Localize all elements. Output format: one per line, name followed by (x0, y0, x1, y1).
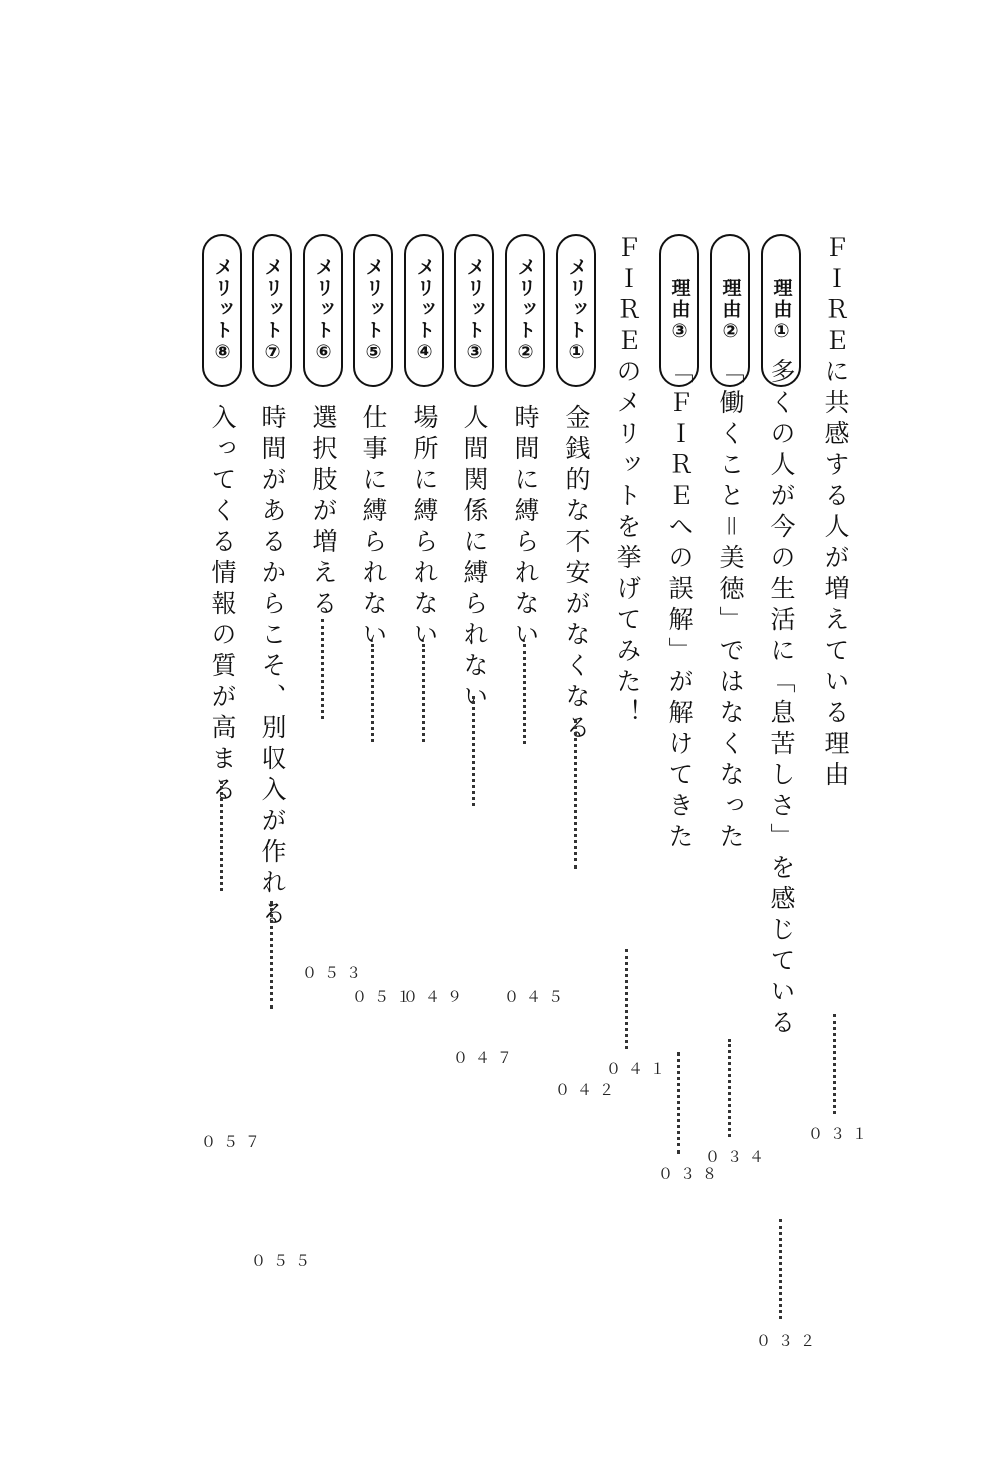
merit-badge: メリット⑧ (202, 234, 242, 387)
dot-leader (270, 901, 273, 1009)
page-number: ０４２ (555, 1081, 622, 1099)
merit-badge: メリット⑤ (353, 234, 393, 387)
page-number: ０４１ (606, 1060, 673, 1078)
entry-title: 時間があるからこそ、別収入が作れる (258, 404, 287, 931)
page-number: ０３１ (808, 1125, 875, 1143)
dot-leader (677, 1052, 680, 1154)
entry-title: 選択肢が増える (309, 404, 338, 621)
page-number: ０５１ (352, 988, 419, 1006)
page-number: ０３２ (756, 1332, 823, 1350)
dot-leader (523, 644, 526, 744)
dot-leader (728, 1039, 731, 1137)
page-number: ０３８ (658, 1165, 725, 1183)
dot-leader (625, 949, 628, 1049)
merit-badge: メリット④ (404, 234, 444, 387)
dot-leader (472, 696, 475, 806)
dot-leader (574, 719, 577, 869)
page-number: ０５３ (302, 964, 369, 982)
page-number: ０４９ (403, 988, 470, 1006)
entry-title: 場所に縛られない (410, 404, 439, 652)
entry-title: 時間に縛られない (511, 404, 540, 652)
reason-badge: 理由② (710, 234, 750, 387)
dot-leader (321, 619, 324, 719)
reason-badge: 理由① (761, 234, 801, 387)
section-heading: ＦＩＲＥに共感する人が増えている理由 (821, 234, 850, 792)
merit-badge: メリット⑥ (303, 234, 343, 387)
entry-title: 「ＦＩＲＥへの誤解」が解けてきた (665, 358, 694, 854)
entry-title: 金銭的な不安がなくなる (562, 404, 591, 745)
merit-badge: メリット② (505, 234, 545, 387)
dot-leader (371, 644, 374, 742)
entry-title: 入ってくる情報の質が高まる (208, 404, 237, 807)
section-heading: ＦＩＲＥのメリットを挙げてみた！ (613, 234, 642, 730)
entry-title: 「働くこと＝美徳」ではなくなった (716, 358, 745, 854)
merit-badge: メリット⑦ (252, 234, 292, 387)
dot-leader (220, 781, 223, 891)
dot-leader (779, 1219, 782, 1319)
merit-badge: メリット① (556, 234, 596, 387)
entry-title: 仕事に縛られない (359, 404, 388, 652)
dot-leader (422, 644, 425, 742)
page-number: ０３４ (705, 1148, 772, 1166)
merit-badge: メリット③ (454, 234, 494, 387)
dot-leader (833, 1014, 836, 1114)
reason-badge: 理由③ (659, 234, 699, 387)
page-number: ０５７ (201, 1133, 268, 1151)
page-number: ０４７ (453, 1049, 520, 1067)
page-number: ０５５ (251, 1252, 318, 1270)
page-number: ０４５ (504, 988, 571, 1006)
entry-title: 多くの人が今の生活に「息苦しさ」を感じている (767, 358, 796, 1040)
entry-title: 人間関係に縛られない (460, 404, 489, 714)
